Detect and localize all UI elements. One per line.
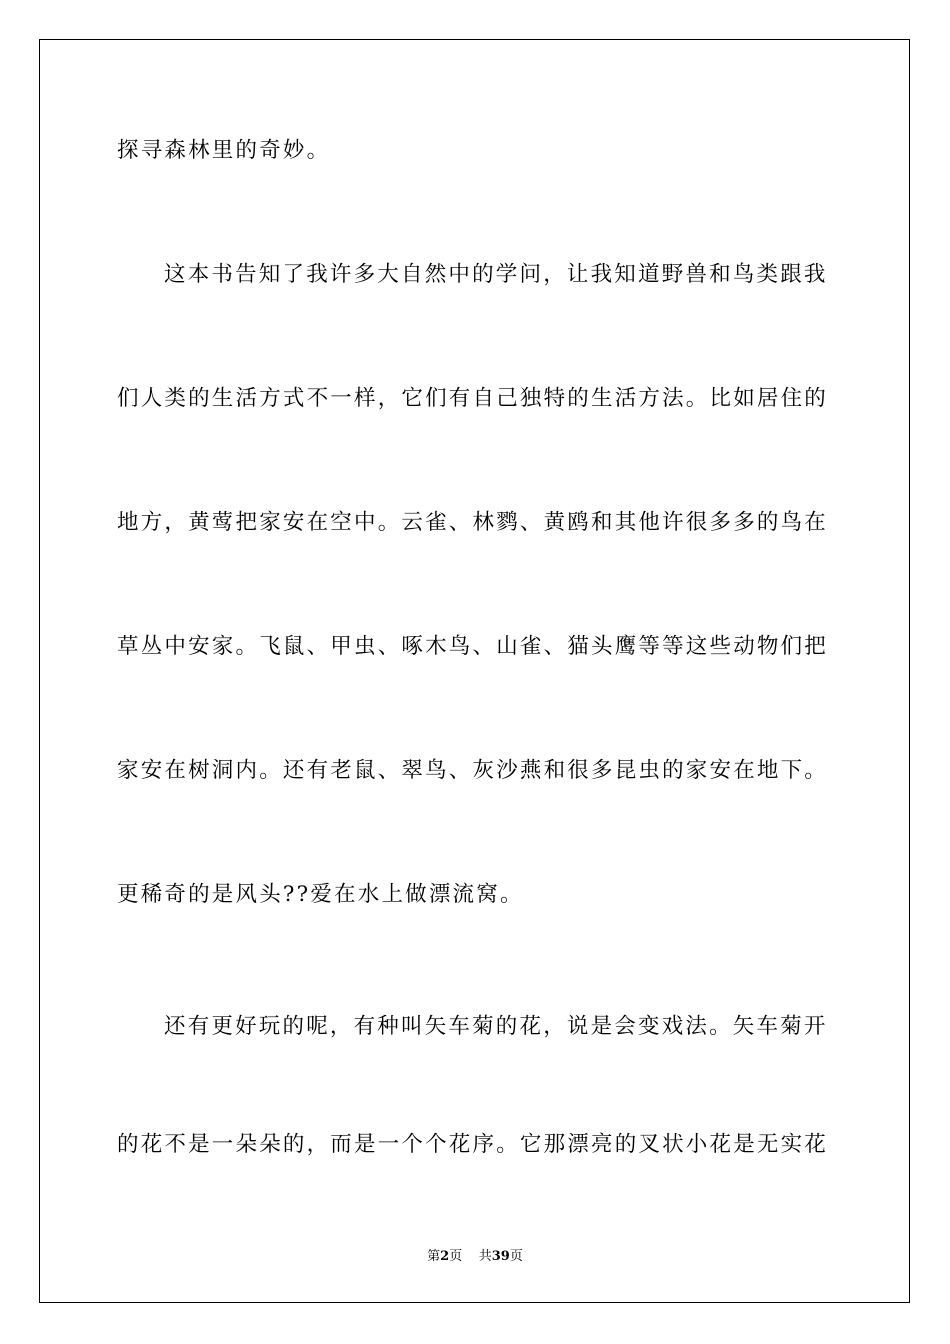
page-prefix: 第 <box>427 1249 441 1264</box>
text-line-6: 家安在树洞内。还有老鼠、翠鸟、灰沙燕和很多昆虫的家安在地下。 <box>117 758 829 783</box>
text-line-9: 的花不是一朵朵的，而是一个个花序。它那漂亮的叉状小花是无实花 <box>117 1132 829 1157</box>
text-line-4: 地方，黄莺把家安在空中。云雀、林鹨、黄鸥和其他许很多多的鸟在 <box>117 510 829 535</box>
page-border <box>39 39 910 1303</box>
text-line-3: 们人类的生活方式不一样，它们有自己独特的生活方法。比如居住的 <box>117 386 829 411</box>
total-suffix: 页 <box>509 1249 523 1264</box>
text-line-1: 探寻森林里的奇妙。 <box>117 138 331 163</box>
text-line-2: 这本书告知了我许多大自然中的学问，让我知道野兽和鸟类跟我 <box>164 262 828 287</box>
text-line-5: 草丛中安家。飞鼠、甲虫、啄木鸟、山雀、猫头鹰等等这些动物们把 <box>117 634 829 659</box>
page-number: 2 <box>440 1249 450 1264</box>
page-footer <box>0 1247 950 1267</box>
page-suffix: 页 <box>449 1249 463 1264</box>
text-line-7: 更稀奇的是风头??爱在水上做漂流窝。 <box>117 882 524 907</box>
total-pages: 39 <box>491 1249 510 1264</box>
text-line-8: 还有更好玩的呢，有种叫矢车菊的花，说是会变戏法。矢车菊开 <box>164 1014 828 1039</box>
total-prefix: 共 <box>478 1249 492 1264</box>
